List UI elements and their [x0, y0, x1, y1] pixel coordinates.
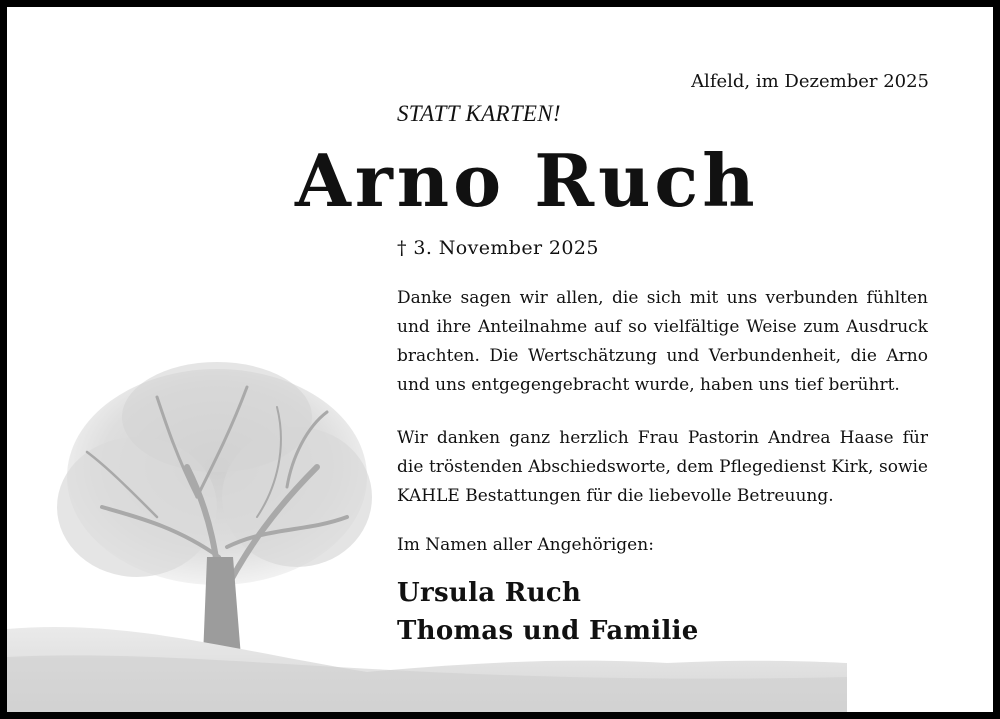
death-date: † 3. November 2025 [397, 237, 599, 259]
signature-name: Ursula Ruch [397, 578, 582, 608]
place-date: Alfeld, im Dezember 2025 [691, 71, 929, 92]
signature-name: Thomas und Familie [397, 616, 699, 646]
obituary-card [7, 7, 993, 712]
signoff-line: Im Namen aller Angehörigen: [397, 535, 654, 555]
thanks-paragraph: Danke sagen wir allen, die sich mit uns verbunden fühlten und ihre Anteilnahme auf so vielfältige Weise zum Ausdruck brachten. Die Wertschätzung und Verbundenheit, die Arno und uns entgegengebracht wurde, haben uns tief berührt. [397, 288, 928, 395]
deceased-name: Arno Ruch [295, 138, 759, 223]
acknowledgement-paragraph: Wir danken ganz herzlich Frau Pastorin Andrea Haase für die tröstenden Abschiedsworte, dem Pflegedienst Kirk, sowie KAHLE Bestattungen für die liebevolle Betreuung. [397, 428, 928, 506]
pre-title: STATT KARTEN! [397, 101, 561, 126]
